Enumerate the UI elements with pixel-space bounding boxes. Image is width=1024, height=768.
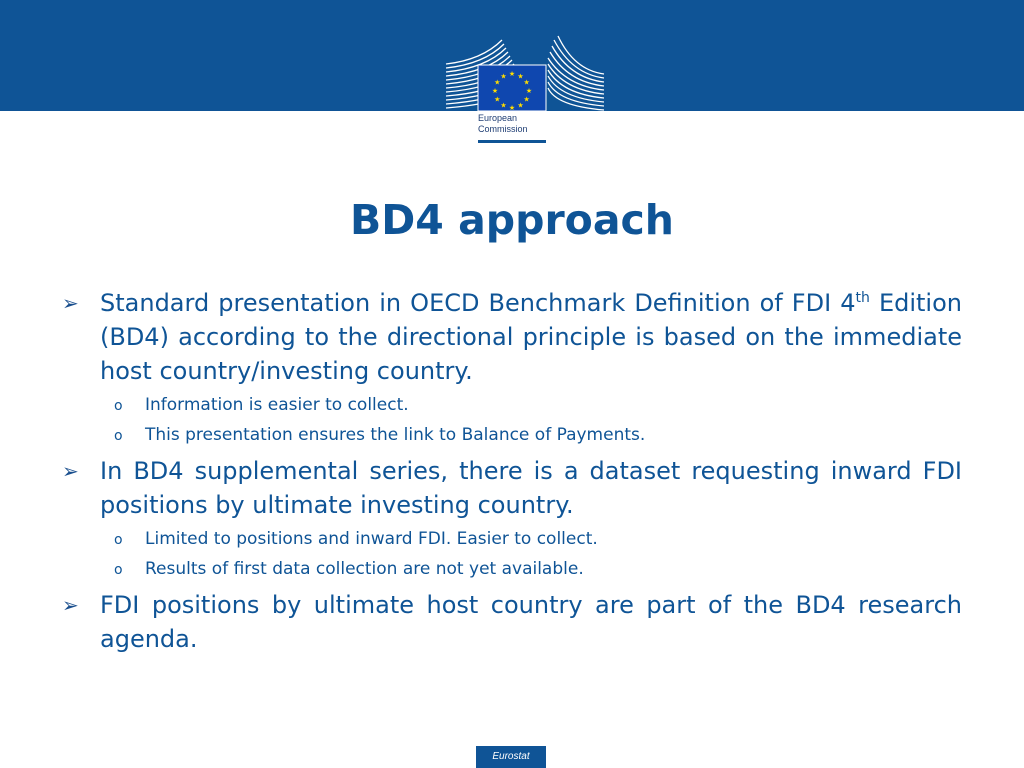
sub-bullet-1-2	[62, 422, 962, 448]
svg-text:★: ★	[523, 95, 530, 104]
circle-bullet-icon: o	[114, 428, 123, 444]
eurostat-badge: Eurostat	[476, 746, 546, 768]
circle-bullet-icon: o	[114, 398, 123, 414]
slide-title: BD4 approach	[350, 196, 674, 244]
arrow-bullet-icon: ➢	[62, 593, 79, 617]
logo-underline	[478, 140, 546, 143]
svg-text:★: ★	[494, 78, 501, 87]
bullet-1-superscript: th	[855, 290, 870, 306]
bullet-1	[62, 286, 962, 388]
bullet-1-text	[100, 289, 962, 385]
svg-text:★: ★	[491, 87, 499, 95]
bullet-2-text: In BD4 supplemental series, there is a dataset requesting inward FDI positions by ultimate investing country.	[100, 457, 962, 519]
bullet-3-text: FDI positions by ultimate host country are part of the BD4 research agenda.	[100, 591, 962, 653]
sub-bullet-2-2	[62, 556, 962, 582]
bullet-1-text-part1: Standard presentation in OECD Benchmark Definition of FDI 4	[100, 289, 856, 317]
circle-bullet-icon: o	[114, 532, 123, 548]
arrow-bullet-icon: ➢	[62, 459, 79, 483]
berlaymont-building-icon	[442, 34, 608, 114]
logo-text-line2: Commission	[478, 124, 528, 134]
logo-text-line1: European	[478, 113, 518, 123]
bullet-1-text-part2: Edition (BD4) according to the directional principle is based on the immediate host country/investing country.	[100, 289, 962, 385]
slide-content	[62, 286, 962, 656]
svg-text:★: ★	[508, 104, 516, 112]
sub-bullet-1-1	[62, 392, 962, 418]
sub-bullet-text: Results of first data collection are not yet available.	[145, 559, 584, 579]
bullet-2	[62, 454, 962, 522]
svg-text:★: ★	[508, 70, 516, 78]
svg-text:★: ★	[523, 78, 530, 87]
sub-bullet-text: Limited to positions and inward FDI. Easier to collect.	[145, 529, 598, 549]
svg-text:★: ★	[525, 87, 533, 95]
svg-text:★: ★	[494, 95, 501, 104]
sub-bullet-text: This presentation ensures the link to Balance of Payments.	[145, 425, 646, 445]
sub-bullet-2-1	[62, 526, 962, 552]
european-commission-logo	[442, 34, 608, 146]
arrow-bullet-icon: ➢	[62, 291, 79, 315]
svg-text:★: ★	[517, 72, 524, 81]
svg-text:★: ★	[500, 72, 507, 81]
svg-text:★: ★	[500, 101, 507, 110]
svg-text:★: ★	[517, 101, 524, 110]
circle-bullet-icon: o	[114, 562, 123, 578]
sub-bullet-text: Information is easier to collect.	[145, 395, 409, 415]
bullet-3	[62, 588, 962, 656]
